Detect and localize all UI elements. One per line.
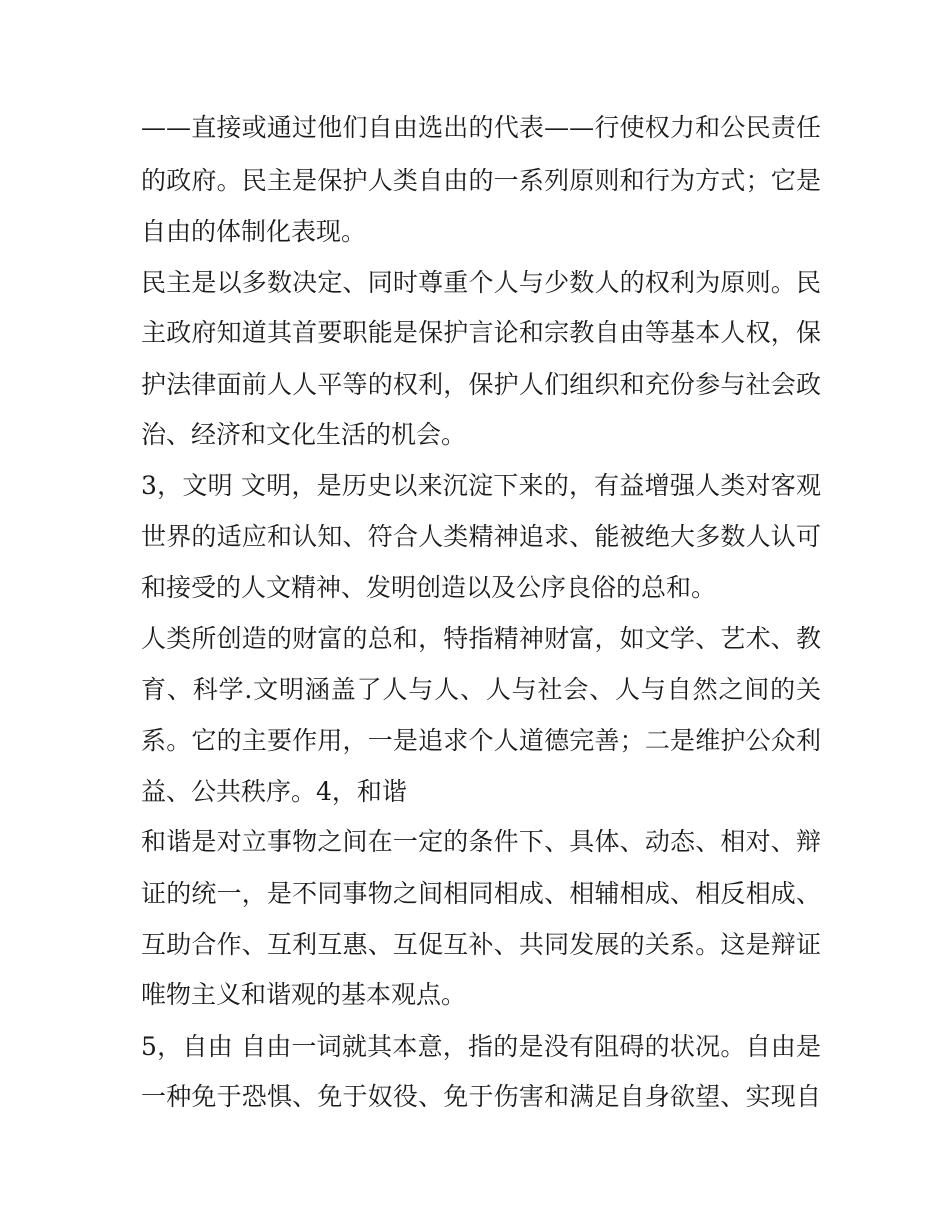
text-line-5: 主政府知道其首要职能是保护言论和宗教自由等基本人权，保	[141, 318, 821, 347]
text-line-19: 5，自由 自由一词就其本意，指的是没有阻碍的状况。自由是	[141, 1032, 821, 1061]
text-line-8: 3，文明 文明，是历史以来沉淀下来的，有益增强人类对客观	[141, 471, 821, 500]
text-line-10: 和接受的人文精神、发明创造以及公序良俗的总和。	[141, 573, 717, 602]
text-line-16: 证的统一，是不同事物之间相同相成、相辅相成、相反相成、	[141, 879, 821, 908]
text-line-13: 系。它的主要作用，一是追求个人道德完善；二是维护公众利	[141, 726, 821, 755]
text-line-14: 益、公共秩序。4，和谐	[141, 777, 407, 806]
text-line-1: ——直接或通过他们自由选出的代表——行使权力和公民责任	[141, 113, 821, 142]
text-line-18: 唯物主义和谐观的基本观点。	[141, 980, 467, 1009]
text-line-7: 治、经济和文化生活的机会。	[141, 420, 467, 449]
text-line-17: 互助合作、互利互惠、互促互补、共同发展的关系。这是辩证	[141, 930, 821, 959]
text-line-11: 人类所创造的财富的总和，特指精神财富，如文学、艺术、教	[141, 624, 821, 653]
text-line-15: 和谐是对立事物之间在一定的条件下、具体、动态、相对、辩	[141, 827, 821, 856]
text-line-12: 育、科学.文明涵盖了人与人、人与社会、人与自然之间的关	[141, 675, 821, 704]
text-line-6: 护法律面前人人平等的权利，保护人们组织和充份参与社会政	[141, 370, 821, 399]
text-line-9: 世界的适应和认知、符合人类精神追求、能被绝大多数人认可	[141, 522, 821, 551]
text-line-4: 民主是以多数决定、同时尊重个人与少数人的权利为原则。民	[141, 268, 821, 297]
text-line-2: 的政府。民主是保护人类自由的一系列原则和行为方式；它是	[141, 166, 821, 195]
text-line-20: 一种免于恐惧、免于奴役、免于伤害和满足自身欲望、实现自	[141, 1082, 821, 1111]
text-line-3: 自由的体制化表现。	[141, 217, 367, 246]
